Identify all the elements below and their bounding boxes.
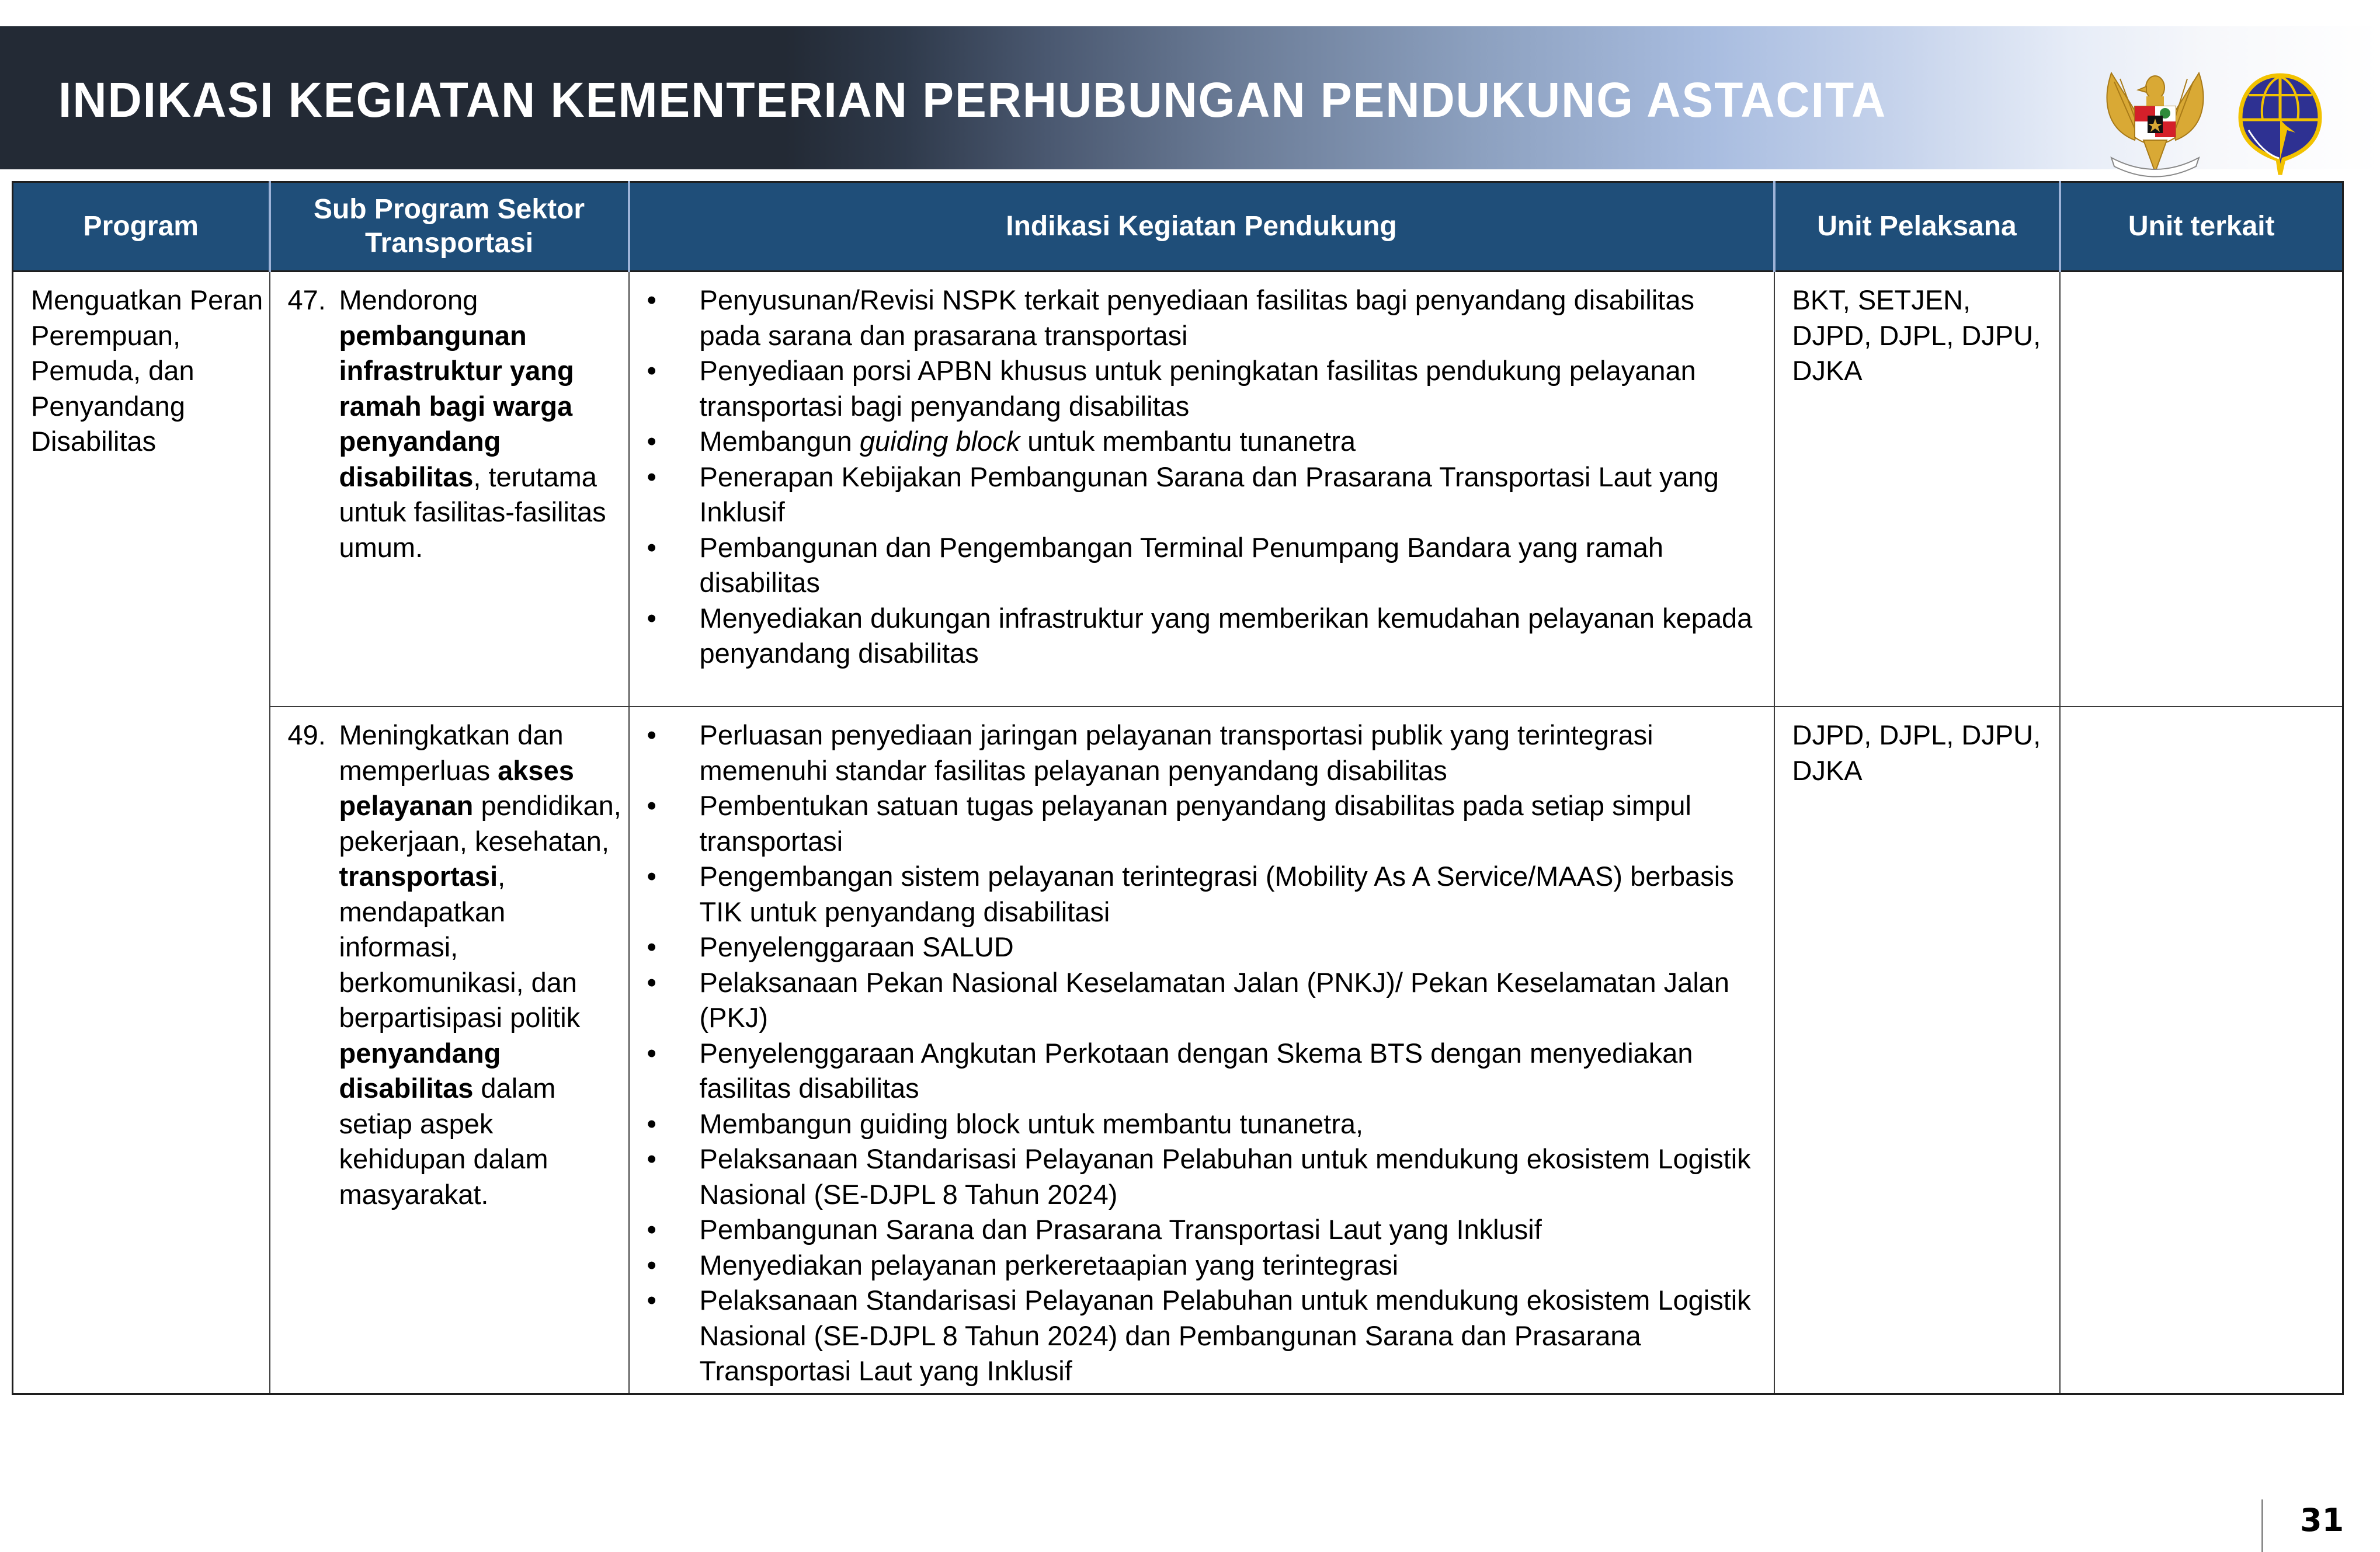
- garuda-pancasila-emblem-icon: [2100, 64, 2211, 184]
- activity-text: Pembentukan satuan tugas pelayanan penyandang disabilitas pada setiap simpul transportasi: [699, 790, 1691, 857]
- sub-program-text-plain: pendidikan, pekerjaan, kesehatan,: [339, 790, 621, 857]
- column-header-sub-program: Sub Program Sektor Transportasi: [270, 182, 629, 272]
- list-item: [630, 718, 1756, 788]
- bullet-icon: •: [647, 1214, 656, 1245]
- bullet-icon: •: [647, 931, 656, 962]
- list-item: [630, 530, 1756, 601]
- sub-program-text-plain: , mendapatkan informasi, berkomunikasi, dan berpartisipasi politik: [339, 861, 581, 1033]
- list-item: [630, 1248, 1756, 1283]
- table-row: [13, 707, 2343, 1394]
- column-header-unit-pelaksana: Unit Pelaksana: [1774, 182, 2060, 272]
- bullet-icon: •: [647, 1037, 656, 1069]
- list-item: [630, 460, 1756, 530]
- activity-text: Perluasan penyediaan jaringan pelayanan transportasi publik yang terintegrasi memenuhi standar fasilitas pelayanan penyandang disabilitas: [699, 719, 1653, 786]
- bullet-icon: •: [647, 531, 656, 563]
- program-cell: [13, 272, 270, 1394]
- sub-program-text-bold: pembangunan infrastruktur yang ramah bagi warga penyandang disabilitas: [339, 319, 574, 492]
- activities-cell: [629, 707, 1774, 1394]
- unit-terkait-cell: [2060, 272, 2343, 707]
- bullet-icon: •: [647, 1285, 656, 1316]
- activity-text-plain: untuk membantu tunanetra: [1020, 426, 1356, 457]
- program-text: Menguatkan Peran Perempuan, Pemuda, dan Penyandang Disabilitas: [31, 284, 263, 457]
- activity-text: Penyelenggaraan Angkutan Perkotaan dengan Skema BTS dengan menyediakan fasilitas disabilitas: [699, 1037, 1693, 1104]
- unit-terkait-cell: [2060, 707, 2343, 1394]
- unit-pelaksana-cell: [1774, 272, 2060, 707]
- activities-list: [630, 283, 1774, 671]
- bullet-icon: •: [647, 1108, 656, 1139]
- sub-program-number: 47.: [287, 284, 326, 315]
- sub-program-cell: [270, 272, 629, 707]
- page-title: INDIKASI KEGIATAN KEMENTERIAN PERHUBUNGAN PENDUKUNG ASTACITA: [58, 72, 1887, 127]
- activity-text: Pengembangan sistem pelayanan terintegrasi (Mobility As A Service/MAAS) berbasis TIK untuk penyandang disabilitasi: [699, 861, 1734, 927]
- table-row: [13, 272, 2343, 707]
- activity-text: Membangun guiding block untuk membantu tunanetra,: [699, 1108, 1364, 1139]
- unit-pelaksana-cell: [1774, 707, 2060, 1394]
- activity-text: Pelaksanaan Standarisasi Pelayanan Pelabuhan untuk mendukung ekosistem Logistik Nasional (SE-DJPL 8 Tahun 2024) dan Pembangunan Sarana dan Prasarana Transportasi Laut yang Inklusif: [699, 1285, 1751, 1386]
- activity-text: Penyediaan porsi APBN khusus untuk peningkatan fasilitas pendukung pelayanan transportasi bagi penyandang disabilitas: [699, 355, 1696, 422]
- list-item: [630, 1036, 1756, 1106]
- bullet-icon: •: [647, 426, 656, 457]
- sub-program-text-bold: transportasi: [339, 861, 498, 892]
- sub-program-text-plain: , terutama untuk fasilitas-fasilitas umum.: [339, 461, 606, 563]
- sub-program-text: [339, 283, 623, 565]
- activity-text: [700, 426, 1356, 457]
- bullet-icon: •: [647, 966, 656, 998]
- column-header-program: Program: [13, 182, 270, 272]
- sub-program-text-plain: Mendorong: [339, 284, 478, 315]
- activity-text: Pelaksanaan Standarisasi Pelayanan Pelabuhan untuk mendukung ekosistem Logistik Nasional (SE-DJPL 8 Tahun 2024): [699, 1143, 1751, 1210]
- list-item: [630, 965, 1756, 1036]
- sub-program-text: [339, 718, 623, 1212]
- page-number-divider: [2261, 1499, 2263, 1552]
- page-number: 31: [2300, 1502, 2344, 1539]
- bullet-icon: •: [647, 790, 656, 821]
- list-item: [630, 1106, 1756, 1142]
- list-item: [630, 283, 1756, 353]
- list-item: [630, 424, 1756, 460]
- activities-table: [12, 181, 2344, 1395]
- activity-text: Menyediakan dukungan infrastruktur yang memberikan kemudahan pelayanan kepada penyandang disabilitas: [699, 602, 1753, 669]
- bullet-icon: •: [647, 602, 656, 634]
- sub-program-text-bold: akses pelayanan: [339, 754, 574, 821]
- activity-text: Pelaksanaan Pekan Nasional Keselamatan Jalan (PNKJ)/ Pekan Keselamatan Jalan (PKJ): [699, 966, 1730, 1033]
- activities-cell: [629, 272, 1774, 707]
- bullet-icon: •: [647, 355, 656, 386]
- sub-program-text-plain: Meningkatkan dan memperluas: [339, 719, 564, 786]
- sub-program-number: 49.: [287, 719, 326, 750]
- bullet-icon: •: [647, 861, 656, 892]
- sub-program-text-plain: dalam setiap aspek kehidupan dalam masyarakat.: [339, 1073, 556, 1210]
- list-item: [630, 859, 1756, 930]
- list-item: [630, 930, 1756, 965]
- column-header-unit-terkait: Unit terkait: [2060, 182, 2343, 272]
- list-item: [630, 1142, 1756, 1212]
- bullet-icon: •: [647, 284, 656, 315]
- sub-program-text-bold: penyandang disabilitas: [339, 1037, 501, 1104]
- bullet-icon: •: [647, 719, 656, 750]
- table-header-row: [13, 182, 2343, 272]
- activity-text: Pembangunan dan Pengembangan Terminal Penumpang Bandara yang ramah disabilitas: [699, 531, 1664, 598]
- list-item: [630, 788, 1756, 859]
- activities-list: [630, 718, 1774, 1389]
- sub-program-cell: [270, 707, 629, 1394]
- activity-text: Penerapan Kebijakan Pembangunan Sarana dan Prasarana Transportasi Laut yang Inklusif: [699, 461, 1719, 527]
- unit-pelaksana-text: BKT, SETJEN, DJPD, DJPL, DJPU, DJKA: [1792, 284, 2041, 386]
- unit-pelaksana-text: DJPD, DJPL, DJPU, DJKA: [1792, 719, 2041, 786]
- title-banner: [0, 26, 2380, 169]
- kementerian-perhubungan-logo-icon: [2237, 72, 2323, 177]
- bullet-icon: •: [647, 1249, 656, 1280]
- list-item: [630, 601, 1756, 671]
- list-item: [630, 1283, 1756, 1389]
- activity-text: Menyediakan pelayanan perkeretaapian yang terintegrasi: [699, 1249, 1399, 1280]
- activity-text-plain: Membangun: [699, 426, 860, 457]
- bullet-icon: •: [647, 461, 656, 492]
- activity-text: Penyusunan/Revisi NSPK terkait penyediaan fasilitas bagi penyandang disabilitas pada sarana dan prasarana transportasi: [699, 284, 1694, 351]
- column-header-indikasi-kegiatan: Indikasi Kegiatan Pendukung: [629, 182, 1774, 272]
- activity-text-italic: guiding block: [859, 426, 1020, 457]
- activity-text: Penyelenggaraan SALUD: [699, 931, 1014, 962]
- list-item: [630, 1212, 1756, 1248]
- list-item: [630, 353, 1756, 424]
- bullet-icon: •: [647, 1143, 656, 1174]
- activity-text: Pembangunan Sarana dan Prasarana Transportasi Laut yang Inklusif: [699, 1214, 1542, 1245]
